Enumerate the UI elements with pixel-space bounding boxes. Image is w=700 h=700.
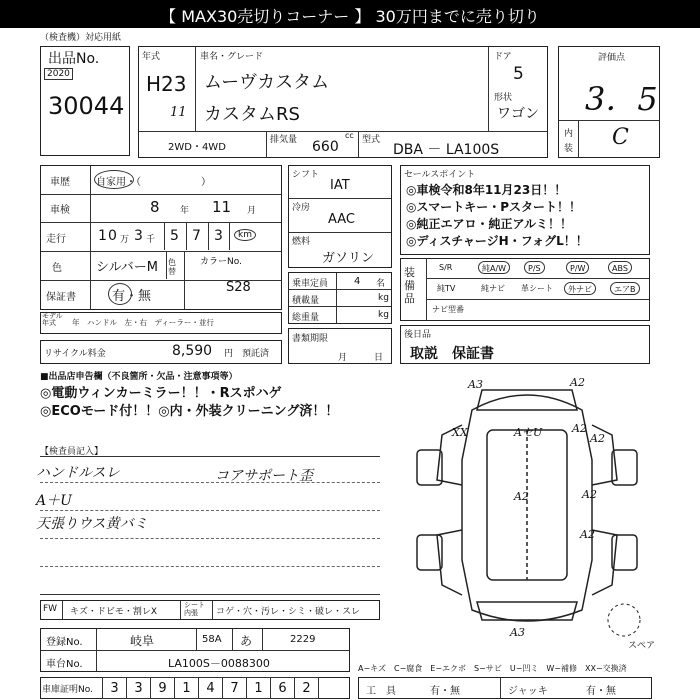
year-month: 11 — [170, 105, 187, 120]
type-label: 型式 — [362, 135, 381, 145]
reg-class: 58A — [202, 634, 222, 645]
equip-navi: 純ナビ — [481, 284, 505, 293]
cert-digit: 3 — [102, 677, 127, 699]
notes-line2: ◎ECOモード付！！◎内・外装クリーニング済！！ — [40, 404, 339, 419]
inspector-label: 【検査員記入】 — [40, 447, 104, 457]
drive-value: 2WD・4WD — [168, 142, 226, 153]
load-unit: kg — [378, 293, 389, 303]
model-year-label: モデル年式 — [42, 312, 63, 327]
capacity-value: 4 — [354, 276, 361, 287]
cert-digit: 1 — [246, 677, 271, 699]
after-label: 後日品 — [404, 330, 432, 340]
tools-value: 有・無 — [430, 686, 460, 697]
doors-value: 5 — [513, 64, 524, 84]
chassis-label: 車台No. — [46, 659, 83, 670]
year-label: 年式 — [142, 52, 161, 62]
car-diagram — [402, 370, 652, 645]
reg-no: 2229 — [290, 634, 316, 645]
grade-value: カスタムRS — [204, 104, 300, 125]
fuel-value: ガソリン — [322, 251, 375, 266]
lot-label: 出品No. — [48, 51, 100, 67]
interior-label1: 内 — [564, 129, 574, 139]
mileage-unit-sen: 千 — [146, 235, 156, 245]
color-no: S28 — [226, 280, 251, 295]
after-value: 取説 保証書 — [410, 346, 494, 362]
warranty-circle — [108, 283, 132, 305]
deadline-month-day: 月 日 — [338, 353, 384, 363]
inspection-m: 月 — [247, 206, 257, 216]
inspection-month: 11 — [212, 198, 232, 216]
equip-leather: 革シート — [521, 284, 553, 293]
jack-value: 有・無 — [586, 686, 616, 697]
reg-city: 岐阜 — [130, 634, 155, 648]
equip-aw: 純A/W — [478, 261, 510, 274]
inspection-y: 年 — [180, 206, 190, 216]
equip-abs: ABS — [608, 261, 632, 274]
notes-label: ■出品店申告欄（不良箇所・欠品・注意事項等） — [40, 372, 238, 382]
header-title: 【 MAX30売切りコーナー 】 30万円までに売り切り — [160, 7, 540, 26]
lot-year-tag: 2020 — [44, 68, 73, 80]
equip-airbag: エアB — [610, 282, 640, 295]
header-sublabel: （検査機）対応用紙 — [40, 33, 122, 43]
salespoint-3: ◎純正エアロ・純正アルミ！！ — [406, 217, 572, 231]
damage-mark-a2-top: A2 — [570, 376, 585, 389]
notes-line1: ◎電動ウィンカーミラー！！・Rスポハゲ — [40, 386, 282, 401]
inspector-line4: コアサポート歪 — [215, 468, 313, 484]
equip-tv: 純TV — [437, 284, 456, 293]
deadline-label: 書類期限 — [292, 334, 329, 344]
cert-digit: 2 — [294, 677, 319, 699]
ac-label: 冷房 — [292, 203, 311, 213]
ac-value: AAC — [328, 212, 355, 227]
reg-label: 登録No. — [46, 637, 83, 648]
equip-ps: P/S — [524, 261, 545, 274]
mileage-d2: 0 — [108, 228, 117, 244]
color-no-label: カラーNo. — [200, 257, 242, 267]
damage-mark-a2-right1: A2 — [572, 422, 587, 435]
floor-label: FW — [43, 604, 58, 614]
damage-mark-a2-r3: A2 — [582, 488, 597, 501]
recycle-label: リサイクル料金 — [44, 349, 106, 359]
cert-digits — [102, 677, 318, 699]
gross-unit: kg — [378, 310, 389, 320]
type-value: DBA － LA100S — [393, 142, 500, 158]
warranty-label: 保証書 — [46, 292, 76, 303]
doors-label: ドア — [494, 52, 512, 62]
lot-number: 30044 — [48, 92, 125, 120]
spare-label: スペア — [628, 641, 656, 651]
jack-label: ジャッキ — [508, 686, 548, 697]
inspection-label: 車検 — [50, 205, 70, 216]
color-label: 色 — [52, 263, 62, 274]
year-value: H23 — [146, 72, 187, 96]
mileage-d3: 3 — [134, 228, 143, 244]
reg-kana: あ — [240, 634, 253, 648]
equip-pw: P/W — [566, 261, 589, 274]
damage-mark-a2-mid: A2 — [514, 490, 529, 503]
capacity-label: 乗車定員 — [292, 279, 329, 289]
shift-label: シフト — [292, 170, 320, 180]
score-label: 評価点 — [598, 53, 626, 63]
model-year-items: 年 ハンドル 左・右 ディーラー・並行 — [72, 318, 214, 327]
recycle-value: 8,590 — [172, 343, 213, 359]
warranty-value: 有・無 — [112, 289, 152, 304]
damage-mark-xx: XX — [452, 426, 468, 439]
cert-digit: 1 — [174, 677, 199, 699]
fuel-label: 燃料 — [292, 237, 311, 247]
damage-legend: A−キズ C−腐食 E−エクボ S−サビ U−凹ミ W−補修 XX−交換済 — [358, 664, 627, 673]
inspector-line3: 天張りウス黄バミ — [36, 516, 148, 532]
model-value: ムーヴカスタム — [204, 72, 330, 93]
equip-sr: S/R — [439, 263, 453, 272]
tools-label: 工 具 — [366, 686, 396, 697]
mileage-d4: 5 — [170, 228, 179, 244]
cert-digit: 9 — [150, 677, 175, 699]
equip-extnavi: 外ナビ — [564, 282, 596, 295]
equipment-label: 装備品 — [404, 266, 415, 305]
private-circle — [94, 170, 134, 189]
body-value: ワゴン — [497, 106, 539, 122]
interior-label2: 装 — [564, 144, 574, 154]
mileage-d1: 1 — [98, 228, 107, 244]
cc-unit: cc — [345, 131, 354, 140]
color-value: シルバーM — [96, 260, 158, 275]
damage-mark-au: AセU — [514, 426, 543, 439]
mileage-d5: 7 — [192, 228, 201, 244]
body-label: 形状 — [494, 93, 513, 103]
mileage-label: 走行 — [46, 234, 66, 245]
history-value: 自家用・（ ） — [96, 177, 211, 188]
damage-mark-a3-bottom: A3 — [510, 626, 525, 639]
inspection-year: 8 — [150, 198, 160, 216]
damage-mark-a3-top: A3 — [468, 378, 483, 391]
displacement-value: 660 — [312, 139, 339, 155]
mileage-unit: km — [234, 229, 256, 241]
cert-digit: 7 — [222, 677, 247, 699]
recycle-unit: 円 預託済 — [224, 349, 270, 359]
damage-mark-a2-right2: A2 — [590, 432, 605, 445]
model-label: 車名・グレード — [200, 52, 264, 62]
inspector-line1: ハンドルスレ — [36, 465, 120, 481]
chassis-value: LA100S－0088300 — [168, 657, 270, 670]
cert-label: 車庫証明No. — [42, 685, 93, 695]
interior-value: C — [612, 125, 629, 150]
salespoint-1: ◎車検令和8年11月23日！！ — [406, 183, 567, 197]
shift-value: IAT — [330, 178, 350, 193]
floor-value: キズ・ドビモ・割レX — [70, 607, 157, 617]
capacity-unit: 名 — [376, 279, 386, 289]
salespoints-label: セールスポイント — [404, 170, 476, 180]
cert-digit: 4 — [198, 677, 223, 699]
color-change: 色替 — [168, 258, 176, 276]
gross-label: 総重量 — [292, 313, 320, 323]
history-label: 車歴 — [50, 177, 70, 188]
cert-digit: 6 — [270, 677, 295, 699]
load-label: 積載量 — [292, 296, 320, 306]
displacement-label: 排気量 — [270, 135, 298, 145]
mileage-unit-man: 万 — [120, 235, 130, 245]
score-value: 3．5 — [585, 80, 658, 118]
salespoint-4: ◎ディスチャージH・フォグL！！ — [406, 234, 588, 248]
seat-label: シート内張 — [184, 601, 205, 617]
nav-model-label: ナビ型番 — [432, 305, 464, 314]
cert-digit: 3 — [126, 677, 151, 699]
seat-value: コゲ・穴・汚レ・シミ・破レ・スレ — [216, 607, 361, 617]
salespoint-2: ◎スマートキー・Pスタート！！ — [406, 200, 582, 214]
mileage-d6: 3 — [214, 228, 223, 244]
inspector-line2: A＋U — [36, 493, 72, 509]
damage-mark-a2-r4: A2 — [580, 528, 595, 541]
